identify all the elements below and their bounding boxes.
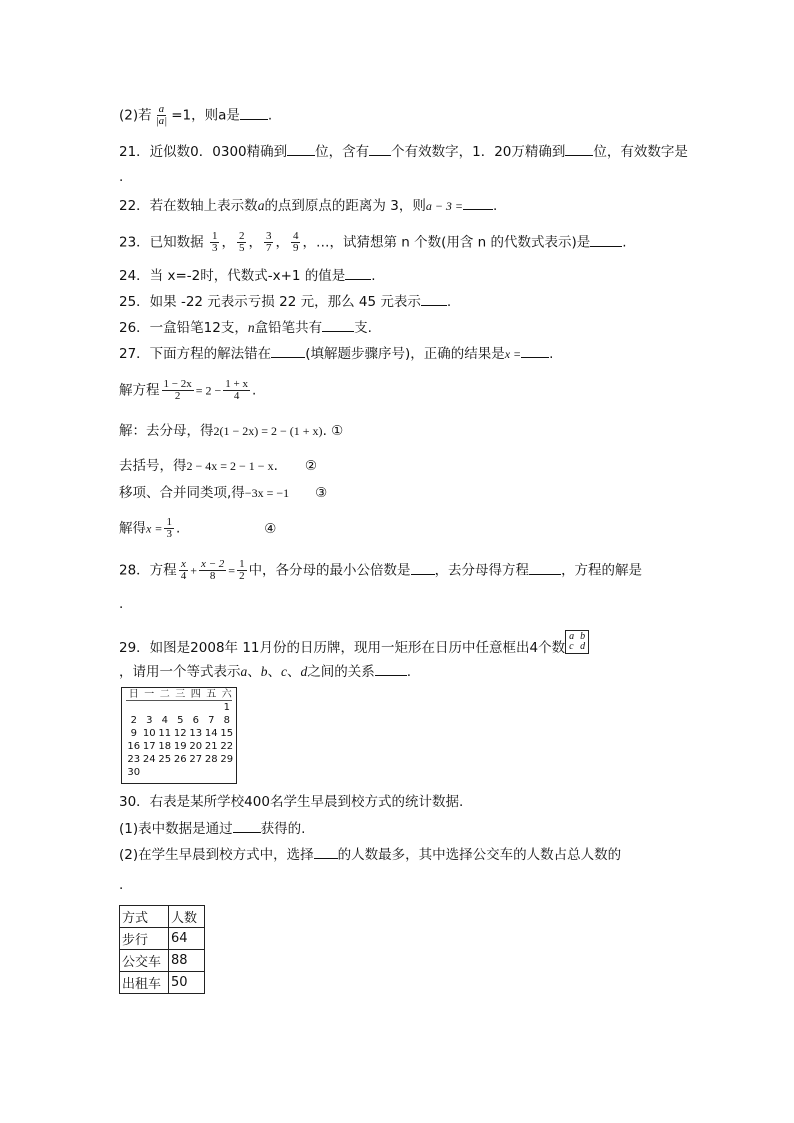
fraction-1-3: $\frac{1}{3}$ — [211, 230, 218, 254]
answer-blank[interactable] — [240, 107, 268, 120]
question-23: 23．已知数据 $\frac{1}{3}$ ， $\frac{2}{5}$ ， $\frac{3}{7}$ ， $\frac{4}{9}$ ，…，试猜想第 n 个数(用含 n 的代数式表示)是 . — [119, 230, 627, 254]
calendar-header-row: 日 一 二 三 四 五 六 — [128, 689, 232, 700]
calendar-header-divider — [126, 700, 232, 701]
q28-frac-1: $\frac{x}{4}$ — [180, 558, 187, 582]
q28-end: . — [119, 596, 124, 612]
answer-blank[interactable] — [565, 143, 593, 156]
q29-line-2: ，请用一个等式表示a、b、c、d之间的关系 . — [119, 664, 412, 680]
answer-blank[interactable] — [375, 663, 407, 676]
abcd-box: a b c d — [565, 630, 589, 654]
q27-frac-3: $\frac{1}{3}$ — [166, 516, 172, 540]
table-row: 步行 64 — [120, 928, 205, 950]
calendar-week: 16 17 18 19 20 21 22 — [127, 741, 234, 752]
table-header-row: 方式 人数 — [120, 906, 205, 928]
fraction-2-5: $\frac{2}{5}$ — [238, 230, 245, 254]
question-20-part-2: (2)若 $\frac{a}{|a|}$ =1，则a是 . — [119, 103, 273, 127]
question-28: 28．方程 $\frac{x}{4}$ + $\frac{x - 2}{8}$ = $\frac{1}{2}$ 中，各分母的最小公倍数是 ，去分母得方程 ，方程的解是 — [119, 558, 643, 582]
q20-fraction: $\frac{a}{|a|}$ — [155, 103, 168, 127]
calendar-november-2008 — [121, 687, 237, 784]
q30-sub-1: (1)表中数据是通过 获得的. — [119, 821, 306, 837]
q27-step-4: 解得x = $\frac{1}{3}$ . ④ — [119, 516, 277, 540]
answer-blank[interactable] — [322, 319, 354, 332]
question-30: 30．右表是某所学校400名学生早晨到校方式的统计数据. — [119, 794, 464, 810]
q27-frac-1: $\frac{1 - 2x}{2}$ — [163, 378, 192, 402]
question-22: 22．若在数轴上表示数a的点到原点的距离为 3，则a − 3 = . — [119, 198, 498, 214]
question-29: 29．如图是2008年 11月份的日历牌，现用一矩形在日历中任意框出4个数 a b c d — [119, 636, 589, 660]
table-row: 公交车 88 — [120, 950, 205, 972]
question-27: 27．下面方程的解法错在 (填解题步骤序号)，正确的结果是x = . — [119, 346, 554, 362]
q28-frac-3: $\frac{1}{2}$ — [239, 558, 245, 582]
calendar-week: 23 24 25 26 27 28 29 — [127, 754, 234, 765]
answer-blank[interactable] — [271, 345, 305, 358]
q27-frac-2: $\frac{1 + x}{4}$ — [225, 378, 248, 402]
question-25: 25．如果 -22 元表示亏损 22 元，那么 45 元表示 . — [119, 294, 452, 310]
q27-step-3: 移项、合并同类项,得−3x = −1 ③ — [119, 485, 328, 501]
table-row: 出租车 50 — [120, 972, 205, 994]
answer-blank[interactable] — [233, 820, 261, 833]
calendar-week: 2 3 4 5 6 7 8 — [130, 715, 230, 726]
fraction-3-7: $\frac{3}{7}$ — [265, 230, 272, 254]
q28-frac-2: $\frac{x - 2}{8}$ — [200, 558, 225, 582]
question-21: 21．近似数0．0300精确到 位，含有 个有效数字，1．20万精确到 位，有效数字是 — [119, 144, 688, 160]
answer-blank[interactable] — [521, 345, 549, 358]
calendar-week: 30 — [127, 767, 141, 778]
answer-blank[interactable] — [421, 293, 447, 306]
answer-blank[interactable] — [529, 562, 561, 575]
answer-blank[interactable] — [314, 846, 338, 859]
q30-end: . — [119, 877, 124, 893]
question-24: 24．当 x=-2时，代数式-x+1 的值是 . — [119, 268, 376, 284]
answer-blank[interactable] — [369, 143, 391, 156]
answer-blank[interactable] — [463, 197, 493, 210]
commute-stats-table — [119, 905, 205, 994]
fraction-4-9: $\frac{4}{9}$ — [292, 230, 299, 254]
answer-blank[interactable] — [345, 267, 371, 280]
calendar-week: 1 — [223, 702, 230, 713]
q21-end: . — [119, 169, 124, 185]
q27-step-1: 解：去分母，得2(1 − 2x) = 2 − (1 + x). ① — [119, 423, 344, 439]
q20-equals: =1，则a是 — [171, 107, 240, 124]
calendar-week: 9 10 11 12 13 14 15 — [130, 728, 234, 739]
answer-blank[interactable] — [287, 143, 315, 156]
answer-blank[interactable] — [411, 562, 435, 575]
answer-blank[interactable] — [590, 234, 622, 247]
question-26: 26．一盒铅笔12支，n盒铅笔共有 支. — [119, 320, 372, 336]
q30-sub-2: (2)在学生早晨到校方式中，选择 的人数最多，其中选择公交车的人数占总人数的 — [119, 847, 622, 863]
q20-prefix: (2)若 — [119, 107, 152, 124]
q27-equation: 解方程 $\frac{1 - 2x}{2}$ = 2 − $\frac{1 + x}{4}$ . — [119, 378, 257, 402]
q27-step-2: 去括号，得2 − 4x = 2 − 1 − x. ② — [119, 458, 317, 474]
